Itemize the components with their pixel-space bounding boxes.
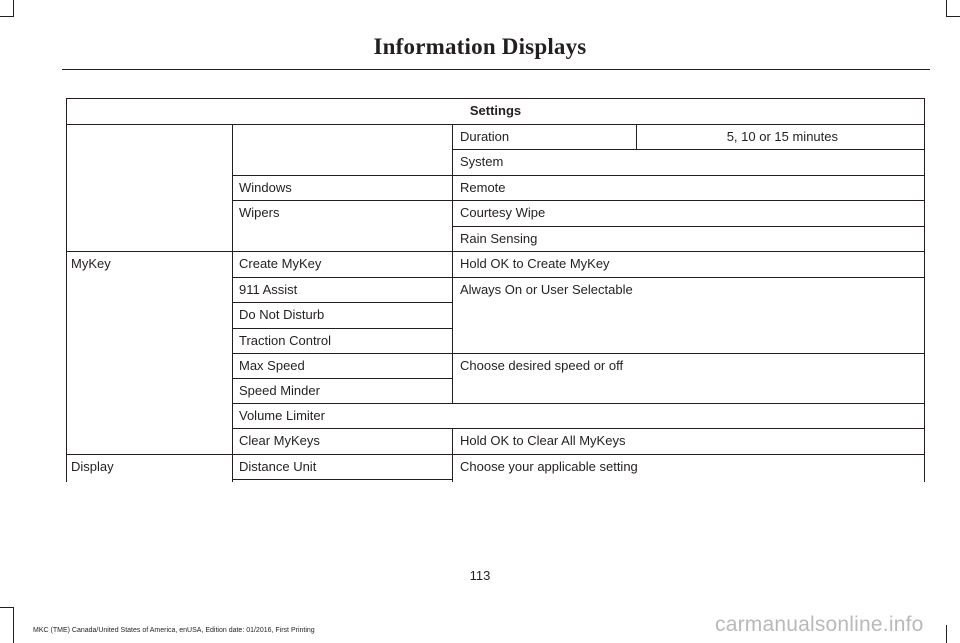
page-title: Information Displays [373,34,587,59]
cell-courtesy-wipe: Courtesy Wipe [460,205,546,220]
cell-remote: Remote [460,180,506,195]
table-rule [232,277,925,278]
table-rule [66,124,925,125]
page-number: 113 [469,568,491,583]
cell-do-not-disturb: Do Not Disturb [239,307,325,322]
cell-speed-minder: Speed Minder [239,383,320,398]
cell-system: System [460,154,504,169]
cell-traction-control: Traction Control [239,333,331,348]
cell-hold-ok-clear: Hold OK to Clear All MyKeys [460,433,626,448]
table-rule [232,428,925,429]
cell-always-on: Always On or User Selectable [460,282,633,297]
cell-rain-sensing: Rain Sensing [460,231,538,246]
cell-windows: Windows [239,180,292,195]
table-rule [232,479,452,480]
cell-create-mykey: Create MyKey [239,256,322,271]
table-rule [452,428,453,482]
table-rule [232,302,452,303]
cell-hold-ok-create: Hold OK to Create MyKey [460,256,610,271]
footer-text: MKC (TME) Canada/United States of America, enUSA, Edition date: 01/2016, First Printing [33,627,315,634]
table-rule [232,124,233,482]
table-rule [66,98,67,482]
watermark: carmanualsonline.info [715,613,924,636]
table-rule [232,175,925,176]
table-rule [232,200,925,201]
table-rule [66,98,925,99]
cell-duration-value: 5, 10 or 15 minutes [726,129,838,144]
table-rule [232,353,925,354]
table-caption: Settings [469,103,522,118]
cell-choose-setting: Choose your applicable setting [460,459,638,474]
cell-display: Display [71,459,114,474]
table-rule [452,124,453,403]
cell-distance-unit: Distance Unit [239,459,317,474]
table-rule [232,328,452,329]
cell-choose-speed: Choose desired speed or off [460,358,624,373]
cell-mykey: MyKey [71,256,111,271]
table-rule [452,149,925,150]
table-rule [66,251,925,252]
table-rule [232,403,925,404]
table-rule [636,124,637,149]
cell-max-speed: Max Speed [239,358,305,373]
cell-clear-mykeys: Clear MyKeys [239,433,320,448]
table-rule [452,226,925,227]
cell-volume-limiter: Volume Limiter [239,408,325,423]
table-rule [924,98,925,482]
table-rule [66,454,925,455]
table-rule [232,378,452,379]
cell-911-assist: 911 Assist [239,282,298,297]
cell-duration-label: Duration [460,129,510,144]
cell-wipers: Wipers [239,205,280,220]
